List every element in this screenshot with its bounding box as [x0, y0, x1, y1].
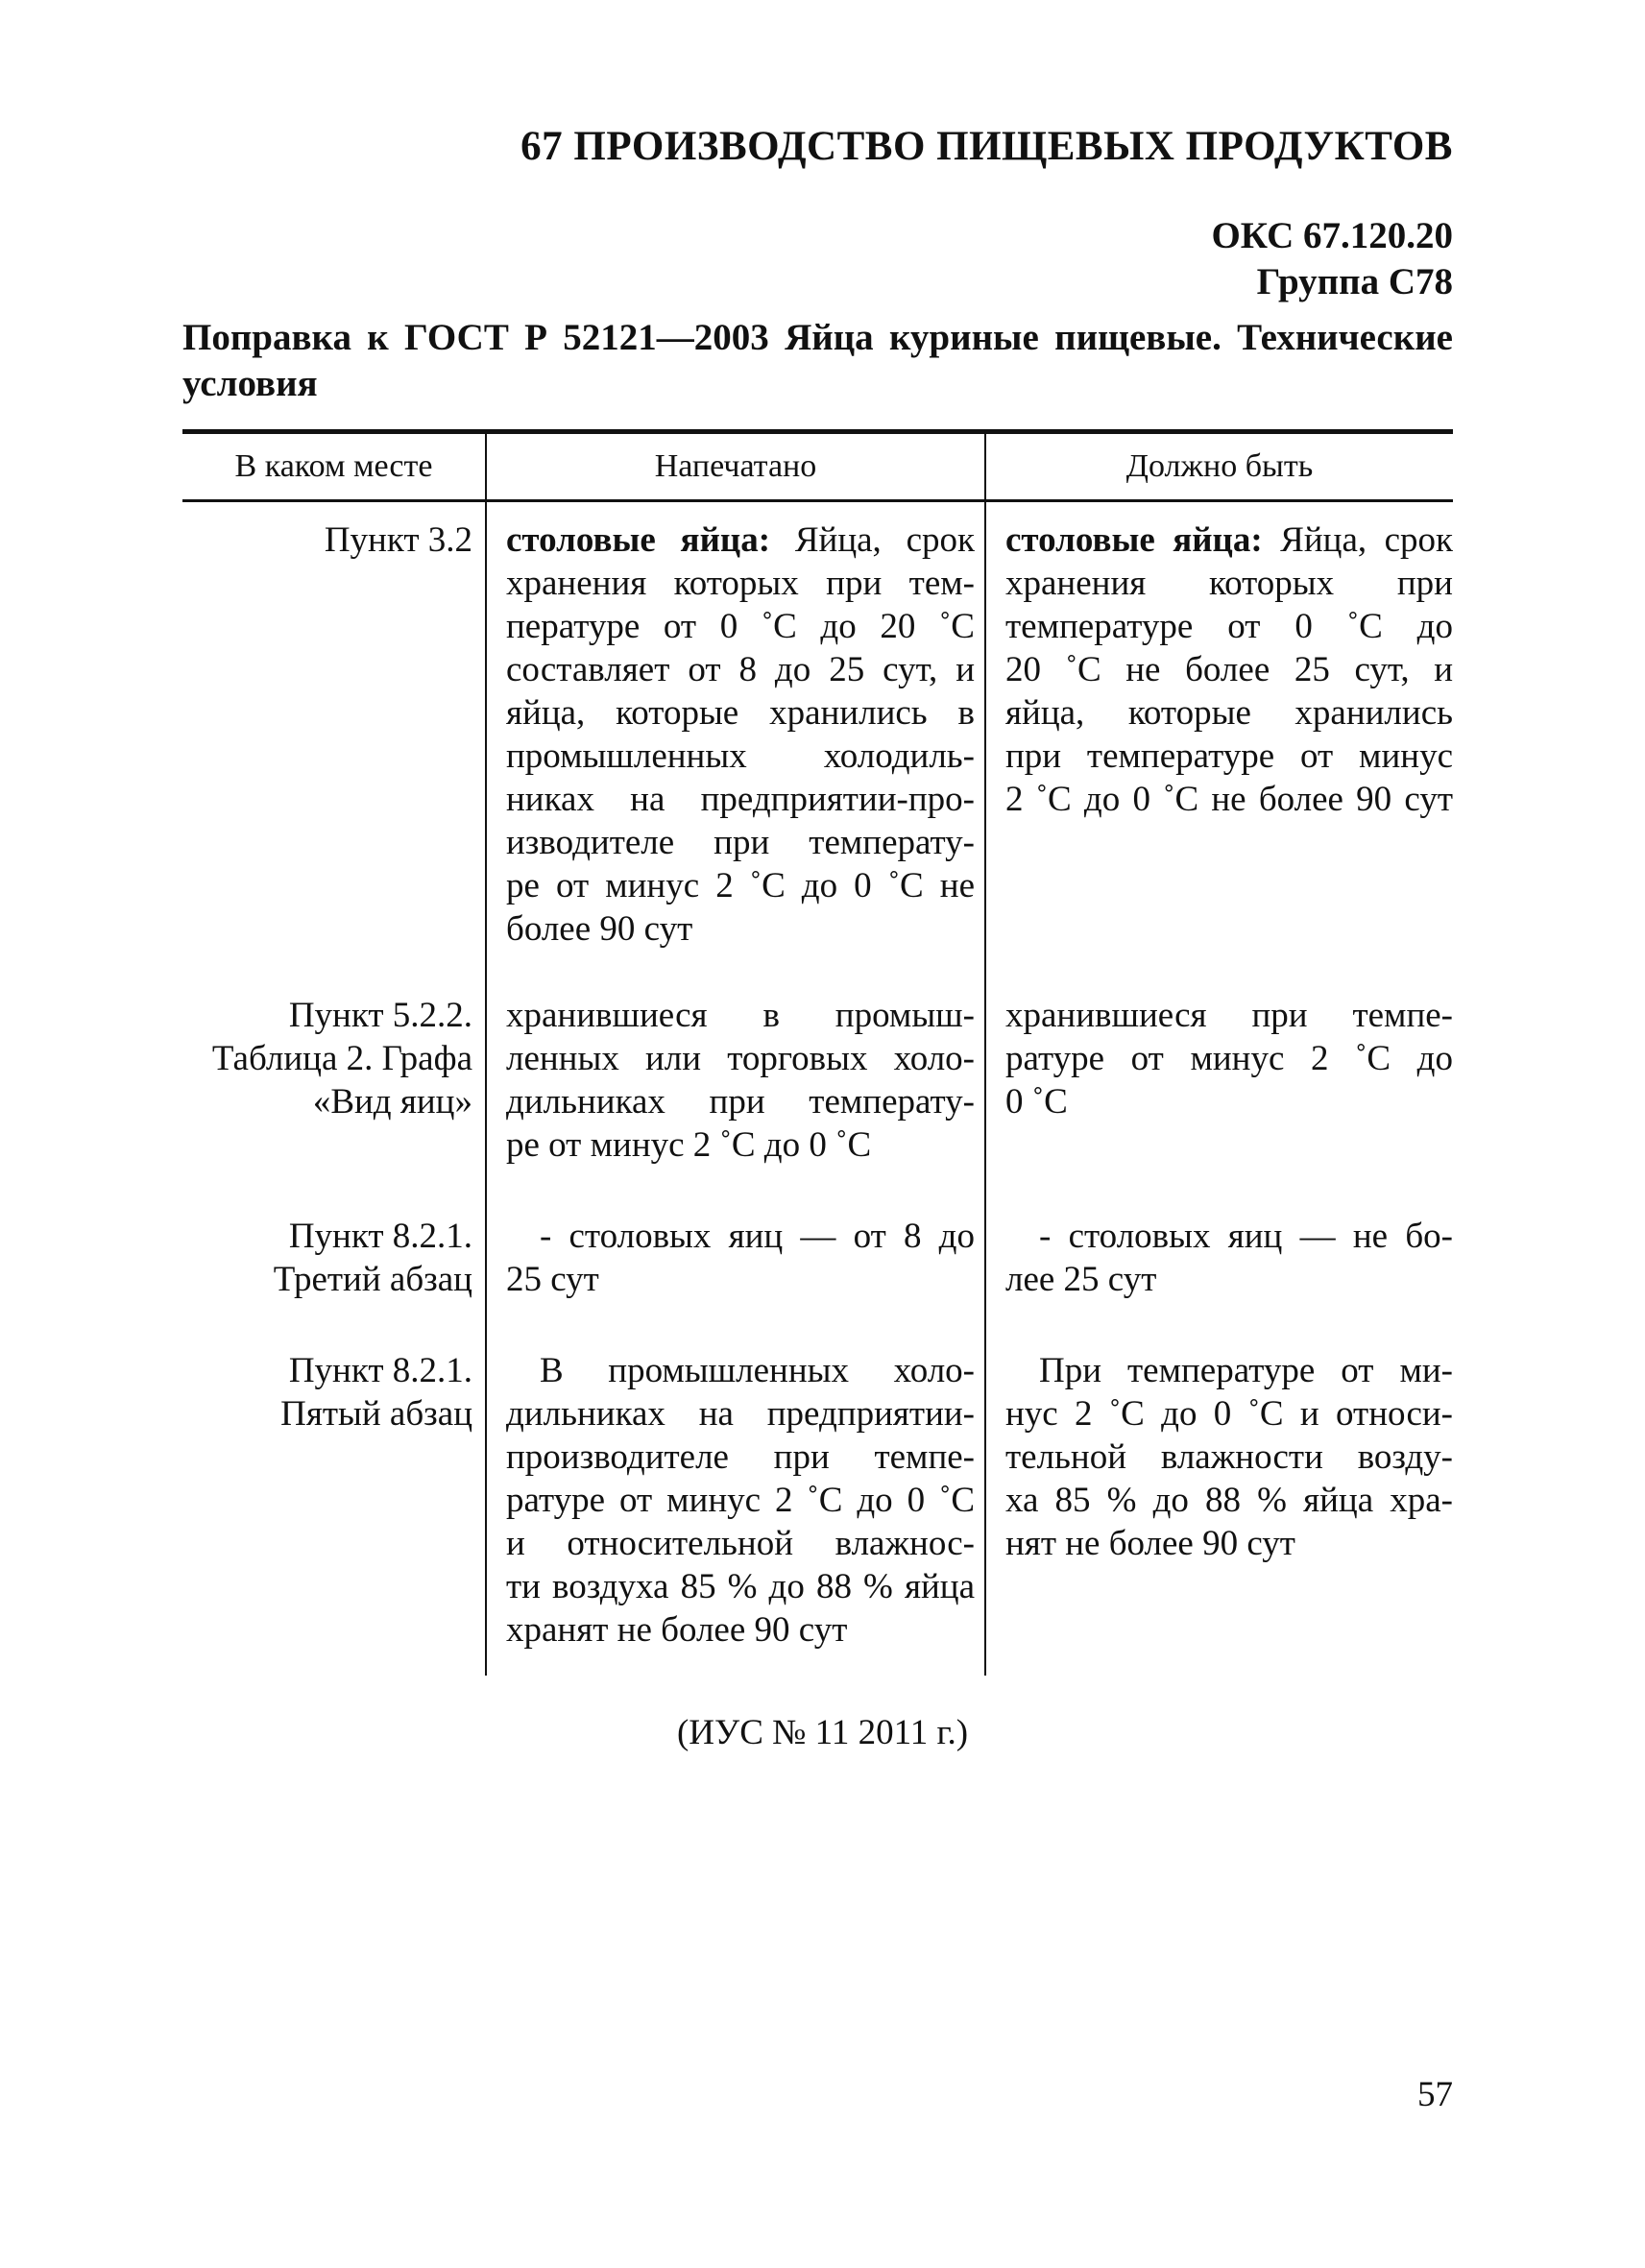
cell-line: никах на предприятии-про- [506, 780, 975, 819]
oks-code: ОКС 67.120.20 [1211, 215, 1453, 256]
cell-line: При температуре от ми- [1039, 1351, 1453, 1390]
cell-line: более 90 сут [506, 909, 693, 949]
section-title: 67 ПРОИЗВОДСТВО ПИЩЕВЫХ ПРОДУКТОВ [520, 124, 1453, 169]
table-header [182, 434, 1453, 502]
cell-line: яйца, которые хранились в [506, 693, 975, 733]
cell-line: Таблица 2. Графа [211, 1039, 472, 1078]
cell-line: хранения которых при [1005, 564, 1453, 603]
amendment-table [182, 429, 1453, 1676]
cell-line: пературе от 0 ˚С до 20 ˚С [506, 607, 975, 646]
column-header-printed: Напечатано [654, 448, 817, 484]
cell-line [1005, 519, 1453, 562]
term-label: столовые яйца: [506, 520, 771, 560]
term-label: столовые яйца: [1005, 520, 1263, 560]
cell-line: яйца, которые хранились [1005, 693, 1453, 733]
cell-line: тельной влажности возду- [1005, 1437, 1453, 1477]
group-code: Группа С78 [1256, 261, 1453, 302]
cell-line: изводителе при температу- [506, 823, 975, 862]
cell-line: 2 ˚С до 0 ˚С не более 90 сут [1005, 780, 1453, 819]
cell-line: ре от минус 2 ˚С до 0 ˚С [506, 1125, 872, 1165]
page-number: 57 [1417, 2075, 1453, 2114]
cell-line: лее 25 сут [1005, 1260, 1157, 1299]
cell-line: Пункт 3.2 [324, 520, 472, 560]
cell-line: Пятый абзац [280, 1394, 472, 1434]
column-divider [984, 434, 986, 1676]
column-header-where: В каком месте [234, 448, 433, 484]
cell-line: 20 ˚С не более 25 сут, и [1005, 650, 1453, 689]
cell-line: и относительной влажнос- [506, 1524, 975, 1563]
cell-where [182, 1349, 472, 1436]
cell-text: Яйца, срок [794, 520, 975, 560]
cell-line: при температуре от минус [1005, 736, 1453, 776]
cell-line: производителе при темпе- [506, 1437, 975, 1477]
cell-line: «Вид яиц» [312, 1082, 472, 1122]
cell-line: Пункт 5.2.2. [288, 996, 472, 1035]
cell-line: промышленных холодиль- [506, 736, 975, 776]
cell-line: дильниках на предприятии- [506, 1394, 975, 1434]
cell-printed [506, 994, 975, 1167]
cell-line: - столовых яиц — не бо- [1039, 1217, 1453, 1256]
cell-line: нят не более 90 сут [1005, 1524, 1295, 1563]
cell-line: ре от минус 2 ˚С до 0 ˚С не [506, 866, 975, 905]
cell-printed [506, 1215, 975, 1301]
cell-line: ратуре от минус 2 ˚С до [1005, 1039, 1453, 1078]
cell-printed [506, 1349, 975, 1652]
cell-line: хранившиеся при темпе- [1005, 996, 1453, 1035]
cell-should-be [1005, 1215, 1453, 1301]
cell-where [182, 519, 472, 562]
source-reference: (ИУС № 11 2011 г.) [676, 1713, 969, 1752]
cell-line: 25 сут [506, 1260, 599, 1299]
cell-line: хранившиеся в промыш- [506, 996, 975, 1035]
classification-block [1211, 213, 1453, 305]
column-header-should-be: Должно быть [1125, 448, 1314, 484]
cell-line: - столовых яиц — от 8 до [540, 1217, 975, 1256]
cell-line: дильниках при температу- [506, 1082, 975, 1122]
cell-should-be [1005, 519, 1453, 821]
cell-line [506, 519, 975, 562]
cell-line: ленных или торговых холо- [506, 1039, 975, 1078]
cell-printed [506, 519, 975, 951]
cell-line: 0 ˚С [1005, 1082, 1068, 1122]
cell-where [182, 1215, 472, 1301]
cell-text: Яйца, срок [1280, 520, 1453, 560]
cell-line: нус 2 ˚С до 0 ˚С и относи- [1005, 1394, 1453, 1434]
cell-line: хранят не более 90 сут [506, 1610, 848, 1650]
cell-line: В промышленных холо- [540, 1351, 975, 1390]
cell-should-be [1005, 994, 1453, 1123]
cell-line: составляет от 8 до 25 сут, и [506, 650, 975, 689]
cell-line: ха 85 % до 88 % яйца хра- [1005, 1481, 1453, 1520]
cell-line: ратуре от минус 2 ˚С до 0 ˚С [506, 1481, 975, 1520]
column-divider [485, 434, 487, 1676]
cell-where [182, 994, 472, 1123]
cell-line: Третий абзац [273, 1260, 472, 1299]
cell-line: Пункт 8.2.1. [288, 1217, 472, 1256]
cell-line: ти воздуха 85 % до 88 % яйца [506, 1567, 975, 1606]
cell-line: температуре от 0 ˚С до [1005, 607, 1453, 646]
cell-should-be [1005, 1349, 1453, 1565]
cell-line: хранения которых при тем- [506, 564, 975, 603]
amendment-title: Поправка к ГОСТ Р 52121—2003 Яйца куриные пищевые. Технические условия [182, 317, 1453, 404]
cell-line: Пункт 8.2.1. [288, 1351, 472, 1390]
